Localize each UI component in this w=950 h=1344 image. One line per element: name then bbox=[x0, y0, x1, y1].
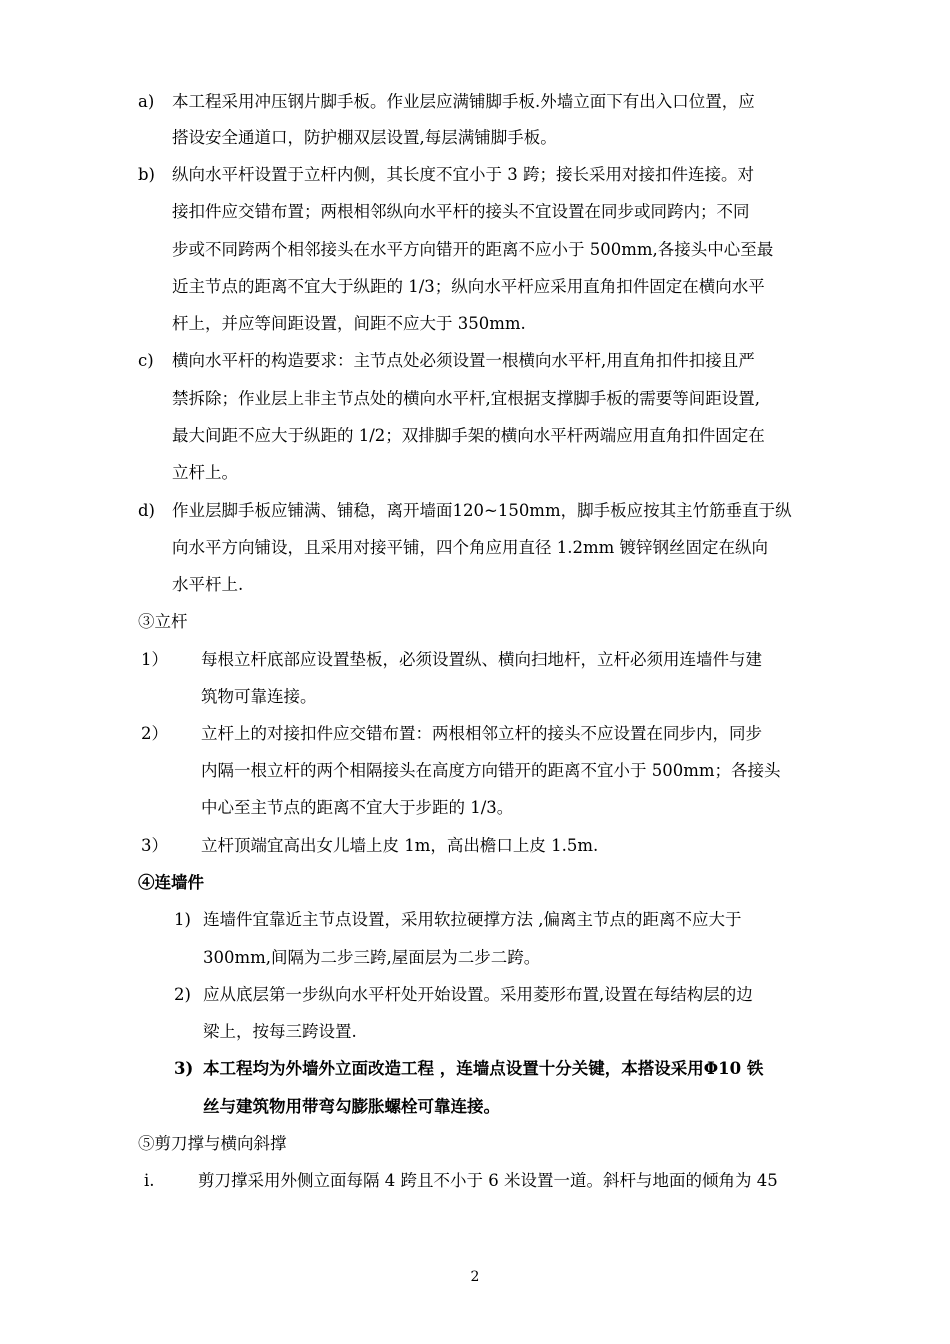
text-line: 向水平方向铺设，且采用对接平铺，四个角应用直径 1.2mm 镀锌钢丝固定在纵向 bbox=[172, 538, 769, 557]
text-line: 300mm,间隔为二步三跨,屋面层为二步二跨。 bbox=[203, 948, 541, 967]
text-line: 本工程采用冲压钢片脚手板。作业层应满铺脚手板.外墙立面下有出入口位置，应 bbox=[172, 92, 755, 111]
list-marker-2: 2) bbox=[174, 985, 191, 1004]
text-line: 步或不同跨两个相邻接头在水平方向错开的距离不应小于 500mm,各接头中心至最 bbox=[172, 240, 774, 259]
list-marker-2: 2） bbox=[141, 724, 168, 743]
section-heading-5: ⑤剪刀撑与横向斜撑 bbox=[138, 1134, 287, 1153]
text-line: 横向水平杆的构造要求：主节点处必须设置一根横向水平杆,用直角扣件扣接且严 bbox=[172, 351, 755, 370]
text-line: 近主节点的距离不宜大于纵距的 1/3；纵向水平杆应采用直角扣件固定在横向水平 bbox=[172, 277, 765, 296]
text-line: 最大间距不应大于纵距的 1/2；双排脚手架的横向水平杆两端应用直角扣件固定在 bbox=[172, 426, 765, 445]
text-line: 接扣件应交错布置；两根相邻纵向水平杆的接头不宜设置在同步或同跨内；不同 bbox=[172, 202, 750, 221]
page-number: 2 bbox=[470, 1269, 480, 1285]
text-line: 梁上，按每三跨设置. bbox=[203, 1022, 357, 1041]
text-line: 纵向水平杆设置于立杆内侧，其长度不宜小于 3 跨；接长采用对接扣件连接。对 bbox=[172, 165, 754, 184]
text-line: 每根立杆底部应设置垫板，必须设置纵、横向扫地杆，立杆必须用连墙件与建 bbox=[201, 650, 762, 669]
section-heading-4: ④连墙件 bbox=[138, 873, 204, 892]
text-line: 筑物可靠连接。 bbox=[201, 687, 317, 706]
list-marker-d: d) bbox=[138, 501, 155, 520]
list-marker-b: b) bbox=[138, 165, 155, 184]
text-line: 立杆上的对接扣件应交错布置：两根相邻立杆的接头不应设置在同步内，同步 bbox=[201, 724, 762, 743]
list-marker-1: 1) bbox=[174, 910, 191, 929]
text-line: 水平杆上. bbox=[172, 575, 244, 594]
text-line: 作业层脚手板应铺满、铺稳，离开墙面120~150mm，脚手板应按其主竹筋垂直于纵 bbox=[172, 501, 792, 520]
list-marker-i: i. bbox=[144, 1171, 155, 1190]
text-line: 剪刀撑采用外侧立面每隔 4 跨且不小于 6 米设置一道。斜杆与地面的倾角为 45 bbox=[198, 1171, 778, 1190]
list-marker-c: c) bbox=[138, 351, 154, 370]
list-marker-3: 3） bbox=[141, 836, 168, 855]
text-line: 搭设安全通道口，防护棚双层设置,每层满铺脚手板。 bbox=[172, 128, 557, 147]
list-marker-1: 1） bbox=[141, 650, 168, 669]
text-line: 杆上，并应等间距设置，间距不应大于 350mm. bbox=[172, 314, 526, 333]
list-marker-3: 3) bbox=[174, 1059, 194, 1078]
text-line: 内隔一根立杆的两个相隔接头在高度方向错开的距离不宜小于 500mm；各接头 bbox=[201, 761, 781, 780]
text-line: 应从底层第一步纵向水平杆处开始设置。采用菱形布置,设置在每结构层的边 bbox=[203, 985, 753, 1004]
text-line: 连墙件宜靠近主节点设置，采用软拉硬撑方法 ,偏离主节点的距离不应大于 bbox=[203, 910, 742, 929]
text-line: 丝与建筑物用带弯勾膨胀螺栓可靠连接。 bbox=[203, 1097, 500, 1116]
text-line: 立杆顶端宜高出女儿墙上皮 1m，高出檐口上皮 1.5m. bbox=[201, 836, 599, 855]
section-heading-3: ③立杆 bbox=[138, 612, 188, 631]
text-line: 本工程均为外墙外立面改造工程 ，连墙点设置十分关键，本搭设采用Φ10 铁 bbox=[203, 1059, 764, 1078]
text-line: 立杆上。 bbox=[172, 463, 238, 482]
text-line: 禁拆除；作业层上非主节点处的横向水平杆,宜根据支撑脚手板的需要等间距设置, bbox=[172, 389, 760, 408]
list-marker-a: a) bbox=[138, 92, 155, 111]
text-line: 中心至主节点的距离不宜大于步距的 1/3。 bbox=[201, 798, 514, 817]
